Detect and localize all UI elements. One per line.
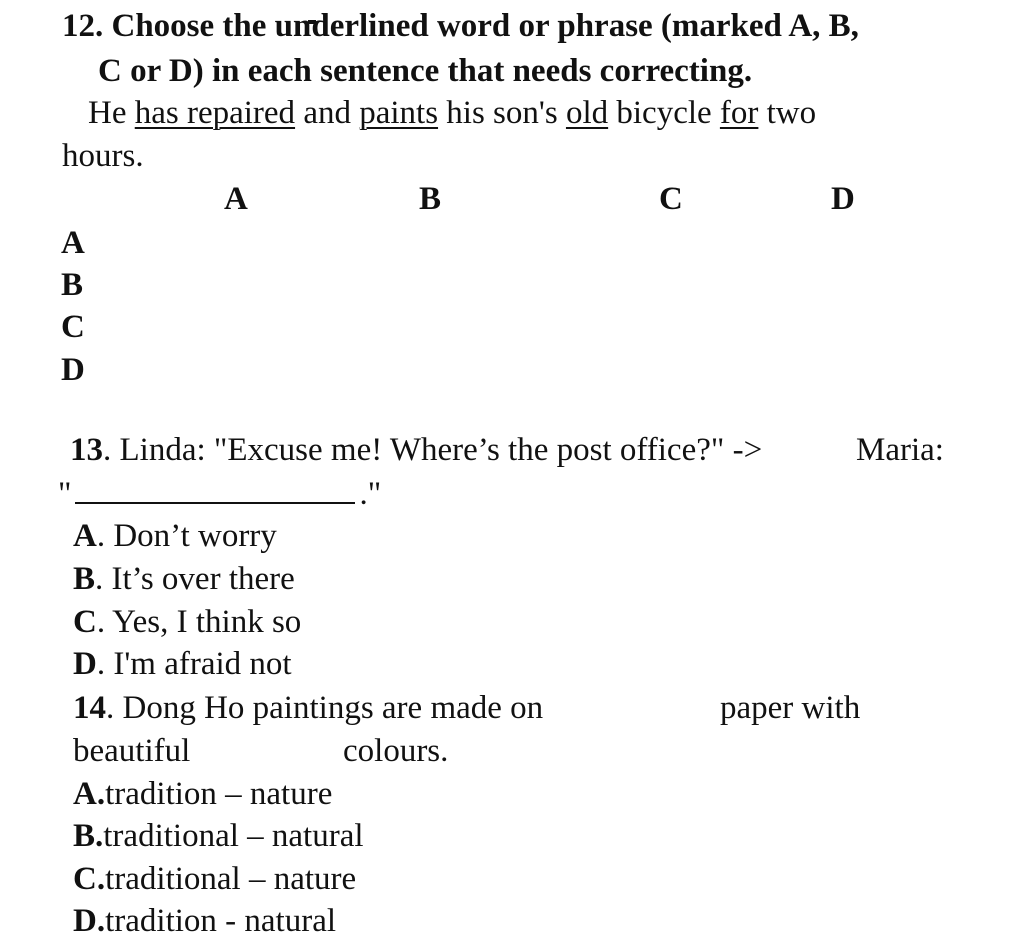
q12-marker-c: C	[659, 181, 683, 217]
q13-close-quote: ."	[359, 476, 382, 512]
option-text: . Don’t worry	[96, 518, 277, 554]
q13-answer-blank-line	[58, 476, 381, 511]
q12-sentence-line1	[88, 97, 816, 130]
q14-text: . Dong Ho paintings are made on	[106, 690, 544, 726]
q14-prompt-paper: paper with	[720, 690, 861, 726]
q12-underlined-b: paints	[359, 95, 439, 131]
option-letter: C	[73, 604, 97, 640]
q14-option-a[interactable]	[73, 778, 332, 811]
option-text: tradition – nature	[105, 776, 333, 812]
q12-option-a[interactable]: A	[61, 225, 85, 261]
q14-prompt-line1	[73, 692, 543, 725]
option-letter: C.	[73, 861, 106, 897]
option-text: . Yes, I think so	[96, 604, 302, 640]
q12-marker-a: A	[224, 181, 248, 217]
q13-answer-blank[interactable]	[75, 476, 355, 504]
option-letter: D	[73, 646, 97, 682]
q14-prompt-beautiful: beautiful	[73, 733, 191, 769]
option-letter: A.	[73, 776, 106, 812]
q13-number: 13	[70, 432, 103, 468]
q12-option-d[interactable]: D	[61, 352, 85, 388]
q12-option-b[interactable]: B	[61, 267, 84, 303]
q12-text: and	[295, 95, 360, 131]
option-text: . I'm afraid not	[96, 646, 292, 682]
q12-underlined-a: has repaired	[134, 95, 296, 131]
q12-marker-d: D	[831, 181, 855, 217]
q12-underlined-d: for	[719, 95, 759, 131]
q14-option-c[interactable]	[73, 863, 356, 896]
option-text: traditional – natural	[103, 818, 364, 854]
q12-heading-line1: 12. Choose the underlined word or phrase (marked A, B,	[62, 8, 859, 44]
q12-heading-line2: C or D) in each sentence that needs correcting.	[98, 53, 753, 89]
q14-option-b[interactable]	[73, 820, 364, 853]
q14-option-d[interactable]	[73, 905, 336, 938]
q14-number: 14	[73, 690, 106, 726]
q13-maria: Maria:	[856, 432, 944, 468]
q13-open-quote: "	[58, 476, 72, 512]
q12-text: He	[88, 95, 135, 131]
q12-text: two	[758, 95, 817, 131]
option-text: . It’s over there	[95, 561, 295, 597]
top-edge-artifact	[290, 0, 330, 6]
q14-prompt-colours: colours.	[343, 733, 449, 769]
q12-sentence-line2: hours.	[62, 138, 144, 174]
q12-text: bicycle	[608, 95, 720, 131]
q12-marker-b: B	[419, 181, 442, 217]
q13-option-a[interactable]	[73, 520, 277, 553]
q12-underlined-c: old	[565, 95, 609, 131]
option-text: tradition - natural	[105, 903, 337, 939]
q13-text: . Linda: "Excuse me! Where’s the post office?" ->	[103, 432, 763, 468]
q13-option-d[interactable]	[73, 648, 292, 681]
option-text: traditional – nature	[105, 861, 357, 897]
q13-option-c[interactable]	[73, 606, 301, 639]
option-letter: B	[73, 561, 96, 597]
q12-option-c[interactable]: C	[61, 309, 85, 345]
option-letter: D.	[73, 903, 106, 939]
q12-text: his son's	[438, 95, 566, 131]
q13-prompt	[70, 434, 762, 467]
q13-option-b[interactable]	[73, 563, 295, 596]
option-letter: B.	[73, 818, 104, 854]
option-letter: A	[73, 518, 97, 554]
